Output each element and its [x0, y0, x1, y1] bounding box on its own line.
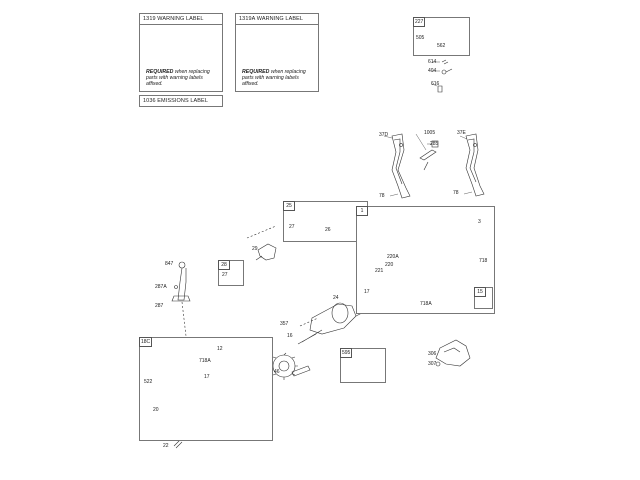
callout-37d[interactable]: 37D — [379, 132, 389, 138]
callout-595[interactable]: 595 — [342, 350, 351, 356]
callout-24[interactable]: 24 — [333, 295, 339, 301]
crankcase-cover-box-18c — [139, 337, 273, 441]
callout-221[interactable]: 221 — [375, 268, 384, 274]
callout-718[interactable]: 718 — [479, 258, 488, 264]
callout-718a[interactable]: 718A — [420, 301, 432, 307]
callout-16[interactable]: 16 — [287, 333, 293, 339]
callout-287a[interactable]: 287A — [155, 284, 167, 290]
warning-label-1319-box — [139, 13, 223, 92]
required-note: REQUIRED when replacing parts with warning labels affixed. — [242, 69, 306, 87]
callout-22[interactable]: 22 — [163, 443, 169, 449]
connecting-rod-illustration — [247, 226, 276, 260]
callout-505[interactable]: 505 — [416, 35, 425, 41]
callout-29[interactable]: 29 — [252, 246, 258, 252]
dipstick-tube-illustration — [172, 262, 190, 336]
air-baffle-37d-illustration — [384, 134, 410, 198]
screw-22-illustration — [174, 440, 182, 448]
callout-37e[interactable]: 37E — [457, 130, 466, 136]
gear-46-illustration — [270, 353, 310, 380]
callout-17[interactable]: 17 — [204, 374, 210, 380]
governor-link-illustration — [416, 134, 438, 170]
callout-220a[interactable]: 220A — [387, 254, 399, 260]
callout-18c[interactable]: 18C — [141, 339, 151, 345]
callout-1005[interactable]: 1005 — [424, 130, 436, 136]
callout-27[interactable]: 27 — [289, 224, 295, 230]
callout-285[interactable]: 285 — [430, 141, 439, 147]
callout-78[interactable]: 78 — [453, 190, 459, 196]
emissions-label-box — [139, 95, 223, 107]
warning-label-1319a-title: 1319A WARNING LABEL — [236, 14, 318, 25]
callout-1[interactable]: 1 — [356, 206, 368, 216]
callout-220[interactable]: 220 — [385, 262, 394, 268]
callout-306[interactable]: 306 — [428, 351, 437, 357]
callout-522[interactable]: 522 — [144, 379, 153, 385]
bracket-306-illustration — [436, 340, 470, 366]
callout-78[interactable]: 78 — [379, 193, 385, 199]
callout-404[interactable]: 404 — [428, 68, 437, 74]
callout-287[interactable]: 287 — [155, 303, 164, 309]
callout-12[interactable]: 12 — [217, 346, 223, 352]
callout-26[interactable]: 26 — [325, 227, 331, 233]
warning-label-1319-title: 1319 WARNING LABEL — [140, 14, 222, 25]
callout-227[interactable]: 227 — [415, 19, 424, 25]
callout-15[interactable]: 15 — [474, 287, 486, 297]
callout-46[interactable]: 46 — [274, 369, 280, 375]
callout-616[interactable]: 616 — [431, 81, 440, 87]
callout-17[interactable]: 17 — [364, 289, 370, 295]
required-note: REQUIRED when replacing parts with warning labels affixed. — [146, 69, 210, 87]
callout-28[interactable]: 28 — [218, 260, 230, 270]
callout-27[interactable]: 27 — [222, 272, 228, 278]
callout-3[interactable]: 3 — [478, 219, 481, 225]
callout-307[interactable]: 307 — [428, 361, 437, 367]
callout-357[interactable]: 357 — [280, 321, 289, 327]
callout-20[interactable]: 20 — [153, 407, 159, 413]
callout-562[interactable]: 562 — [437, 43, 446, 49]
emissions-label-title: 1036 EMISSIONS LABEL — [143, 98, 208, 104]
callout-25[interactable]: 25 — [283, 201, 295, 211]
warning-label-1319a-box — [235, 13, 319, 92]
callout-718a[interactable]: 718A — [199, 358, 211, 364]
callout-847[interactable]: 847 — [165, 261, 174, 267]
decal-warning-word: WARNING — [167, 28, 192, 34]
air-baffle-37e-illustration — [460, 134, 484, 196]
callout-614[interactable]: 614 — [428, 59, 437, 65]
